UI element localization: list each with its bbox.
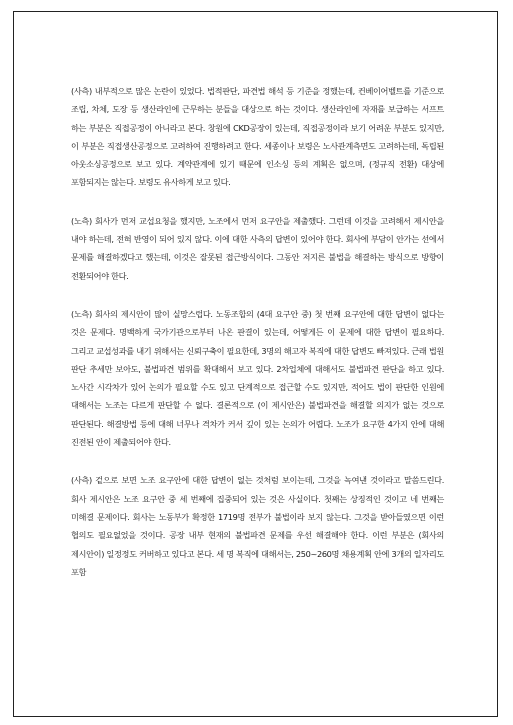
paragraph-union-2: (노측) 회사의 제시안이 많이 실망스럽다. 노동조합의 (4대 요구안 중) 첫 번째 요구안에 대한 답변이 없다는 것은 문제다. 명백하게 국가기관으로부터 나온 판결이 있는데, 어떻게든 이 문제에 대한 답변이 필요하다. 그리고 교섭성과를 내기 위해서는 신뢰구축이 필요한데, 3명의 해고자 복직에 대한 답변도 빠져있다. 근래 법원 판단 추세만 보아도, 불법파견 범위를 확대해서 보고 있다. 2차업체에 대해서도 불법파견 판단을 하고 있다. 노사간 시각차가 있어 논의가 필요할 수도 있고 단계적으로 접근할 수도 있지만, 적어도 법이 판단한 인원에 대해서는 노조는 다르게 판단할 수 없다. 결론적으로 (이 제시안은) 불법파견을 해결할 의지가 없는 것으로 판단된다. 해결방법 등에 대해 너무나 격차가 커서 깊이 있는 논의가 어렵다. 노조가 요구한 4가지 안에 대해 진전된 안이 제출되어야 한다. (71, 308, 444, 448)
document-body (71, 82, 444, 581)
paragraph-management-1: (사측) 내부적으로 많은 논란이 있었다. 법적판단, 파견법 해석 등 기준을 정했는데, 컨베이어벨트를 기준으로 조립, 차체, 도장 등 생산라인에 근무하는 분들을 대상으로 하는 것이다. 생산라인에 자재를 보급하는 서프트 하는 부분은 직접공정이 아니라고 본다. 창원에 CKD공장이 있는데, 직접공정이라 보기 어려운 부분도 있지만, 이 부분은 직접생산공정으로 고려하여 진행하려고 한다. 세종이나 보령은 노사관계측면도 고려하는데, 독립된 아웃소싱공정으로 보고 있다. 계약관계에 있기 때문에 인소싱 등의 계획은 없으며, (정규직 전환) 대상에 포함되지는 않는다. 보령도 유사하게 보고 있다. (71, 86, 444, 188)
paragraph-management-2: (사측) 겉으로 보면 노조 요구안에 대한 답변이 없는 것처럼 보이는데, 그것을 녹여낸 것이라고 말씀드린다. 회사 제시안은 노조 요구안 중 세 번째에 집중되어 있는 것은 사실이다. 첫째는 상징적인 것이고 네 번째는 미해결 문제이다. 회사는 노동부가 확정한 1719명 전부가 불법이라 보지 않는다. 그것을 받아들였으면 이런 협의도 필요없었을 것이다. 공장 내부 현재의 불법파견 문제를 우선 해결해야 한다. 이런 부분은 (회사의 제시안이) 일정정도 커버하고 있다고 본다. 세 명 복직에 대해서는, 250~260명 채용계획 안에 3개의 일자리도 포함 (71, 475, 444, 577)
paragraph-union-1: (노측) 회사가 먼저 교섭요청을 했지만, 노조에서 먼저 요구안을 제출했다. 그런데 이것을 고려해서 제시안을 내야 하는데, 전혀 반영이 되어 있지 않다. 이에 대한 사측의 답변이 있어야 한다. 회사에 부담이 안가는 선에서 문제를 해결하겠다고 했는데, 이것은 잘못된 접근방식이다. 그동안 저지른 불법을 해결하는 방식으로 방향이 전환되어야 한다. (71, 215, 444, 281)
document-page (13, 11, 498, 717)
